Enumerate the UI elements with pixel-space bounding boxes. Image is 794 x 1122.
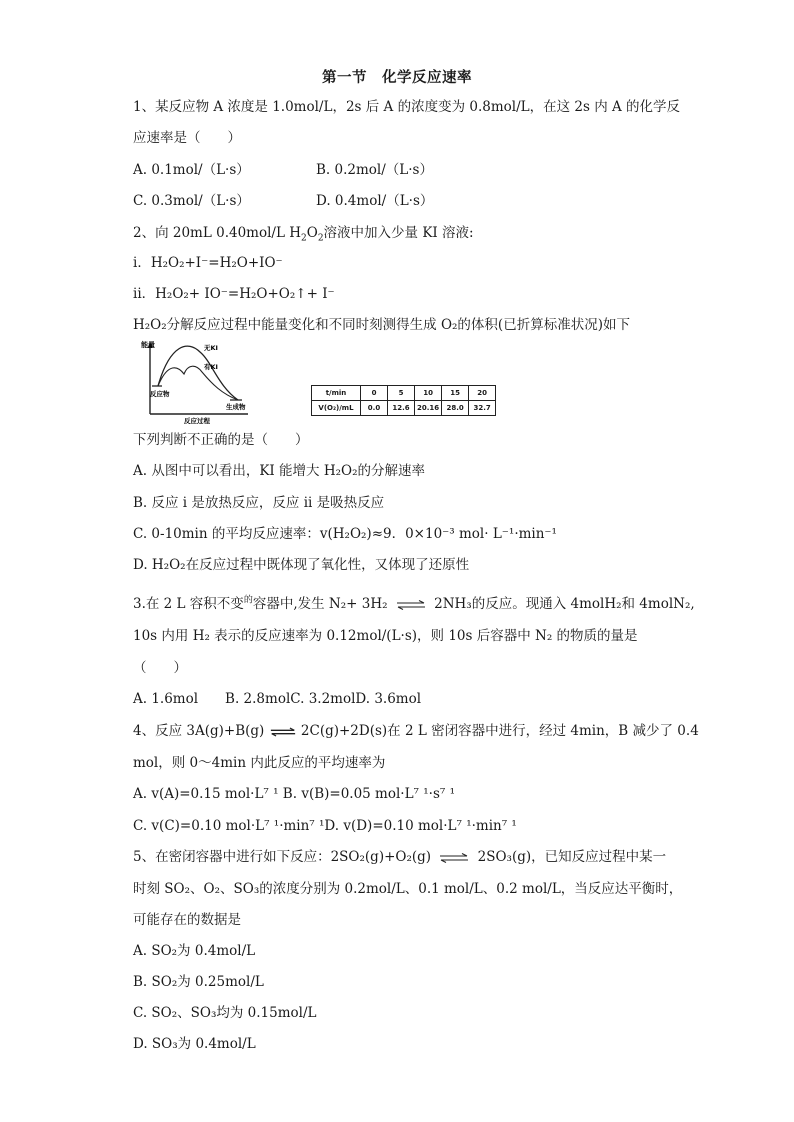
- table-cell: 15: [442, 386, 469, 401]
- q5-stem-line2: 时刻 SO₂、O₂、SO₃的浓度分别为 0.2mol/L、0.1 mol/L、0.2 mol/L，当反应达平衡时，: [133, 881, 683, 897]
- q1-stem-line1: 1、某反应物 A 浓度是 1.0mol/L，2s 后 A 的浓度变为 0.8mol/L，在这 2s 内 A 的化学反: [133, 99, 681, 115]
- equilibrium-arrow-icon: [270, 727, 296, 737]
- q4-options-cd: C. v(C)=0.10 mol·L⁷ ¹·min⁷ ¹D. v(D)=0.10 mol·L⁷ ¹·min⁷ ¹: [133, 818, 517, 834]
- q4-options-ab: A. v(A)=0.15 mol·L⁷ ¹ B. v(B)=0.05 mol·L⁷ ¹·s⁷ ¹: [133, 786, 456, 802]
- q2-description: H₂O₂分解反应过程中能量变化和不同时刻测得生成 O₂的体积(已折算标准状况)如下: [133, 317, 630, 333]
- curve-no-ki: [158, 346, 238, 400]
- table-cell: 0: [361, 386, 388, 401]
- table-header-volume: V(O₂)/mL: [312, 401, 361, 416]
- q2-option-c: C. 0-10min 的平均反应速率：v(H₂O₂)≈9．0×10⁻³ mol· L⁻¹·min⁻¹: [133, 526, 557, 542]
- q5-option-d: D. SO₃为 0.4mol/L: [133, 1036, 256, 1052]
- table-cell: 28.0: [442, 401, 469, 416]
- q3-options: A. 1.6mol B. 2.8molC. 3.2molD. 3.6mol: [133, 691, 422, 707]
- table-cell: 20: [469, 386, 496, 401]
- q2-option-a: A. 从图中可以看出，KI 能增大 H₂O₂的分解速率: [133, 463, 425, 479]
- q3-stem-line1: 3.在 2 L 容积不变$^的$容器中,发生 N₂+ 3H₂ 2NH₃的反应。现通入 4molH₂和 4molN₂,: [133, 595, 695, 612]
- diagram-x-label: 反应过程: [184, 417, 210, 424]
- q2-intro: 2、向 20mL 0.40mol/L $H_2O_2$溶液中加入少量 KI 溶液:: [133, 225, 474, 244]
- table-cell: 5: [388, 386, 415, 401]
- q1-stem-line2: 应速率是（ ）: [133, 130, 241, 146]
- q5-option-b: B. SO₂为 0.25mol/L: [133, 974, 264, 990]
- diagram-y-label: 能量: [141, 341, 155, 349]
- q3-stem-line2: 10s 内用 H₂ 表示的反应速率为 0.12mol/(L·s)，则 10s 后容器中 N₂ 的物质的量是: [133, 628, 638, 644]
- q1-option-a: A. 0.1mol/（L·s）: [133, 162, 250, 178]
- equilibrium-arrow-icon: [396, 600, 426, 610]
- label-ki: 有KI: [204, 363, 218, 371]
- curve-ki: [158, 366, 238, 400]
- q5-stem-line1: 5、在密闭容器中进行如下反应：2SO₂(g)+O₂(g) 2SO₃(g)，已知反应过程中某一: [133, 849, 667, 865]
- q2-option-d: D. H₂O₂在反应过程中既体现了氧化性，又体现了还原性: [133, 557, 470, 573]
- q1-option-c: C. 0.3mol/（L·s）: [133, 193, 250, 209]
- table-cell: 0.0: [361, 401, 388, 416]
- q5-option-a: A. SO₂为 0.4mol/L: [133, 943, 256, 959]
- table-cell: 12.6: [388, 401, 415, 416]
- q2-question: 下列判断不正确的是（ ）: [133, 432, 309, 448]
- label-reactant: 反应物: [150, 390, 170, 398]
- q1-option-d: D. 0.4mol/（L·s）: [316, 193, 434, 209]
- table-header-time: t/min: [312, 386, 361, 401]
- energy-diagram: [140, 338, 252, 424]
- table-cell: 32.7: [469, 401, 496, 416]
- q2-option-b: B. 反应 i 是放热反应，反应 ii 是吸热反应: [133, 495, 385, 511]
- page-title: 第一节 化学反应速率: [322, 69, 472, 86]
- q2-step-ii: ii．H₂O₂+ IO⁻=H₂O+O₂↑+ I⁻: [133, 286, 335, 302]
- q3-stem-line3: （ ）: [133, 660, 187, 676]
- q4-stem-line2: mol，则 0～4min 内此反应的平均速率为: [133, 755, 386, 771]
- label-product: 生成物: [226, 403, 246, 411]
- table-cell: 20.16: [415, 401, 442, 416]
- q2-step-i: i．H₂O₂+I⁻=H₂O+IO⁻: [133, 255, 283, 271]
- table-row: [312, 386, 496, 401]
- q4-stem-line1: 4、反应 3A(g)+B(g) 2C(g)+2D(s)在 2 L 密闭容器中进行，经过 4min，B 减少了 0.4: [133, 723, 699, 739]
- table-row: [312, 401, 496, 416]
- label-no-ki: 无KI: [204, 344, 218, 352]
- table-cell: 10: [415, 386, 442, 401]
- q5-stem-line3: 可能存在的数据是: [133, 912, 241, 928]
- oxygen-volume-table: [311, 385, 496, 416]
- q1-option-b: B. 0.2mol/（L·s）: [316, 162, 433, 178]
- equilibrium-arrow-icon: [439, 853, 469, 863]
- q5-option-c: C. SO₂、SO₃均为 0.15mol/L: [133, 1005, 317, 1021]
